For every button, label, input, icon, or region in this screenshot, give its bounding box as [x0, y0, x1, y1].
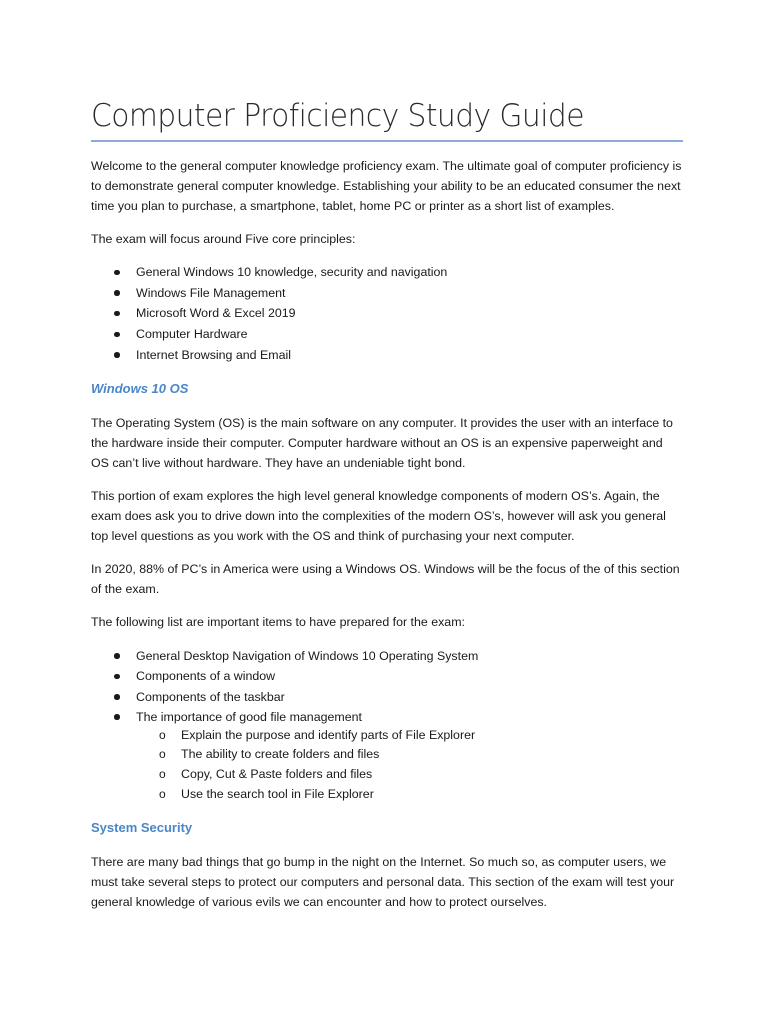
windows-paragraph-3: In 2020, 88% of PC’s in America were using a Windows OS. Windows will be the focus of the of this section of the exam. [91, 561, 680, 596]
list-item: Components of a window [91, 666, 683, 687]
section-heading-windows: Windows 10 OS [91, 380, 189, 396]
sub-list-item: o The ability to create folders and files [91, 745, 683, 765]
principles-list [91, 262, 683, 366]
principles-lead: The exam will focus around Five core principles: [91, 232, 356, 246]
bullet-icon [114, 714, 120, 720]
intro-paragraph: Welcome to the general computer knowledge proficiency exam. The ultimate goal of computer proficiency is to demonstrate general computer knowledge. Establishing your ability to be an educated consumer the next time you plan to purchase, a smartphone, tablet, home PC or printer as a short list of examples. [91, 159, 682, 213]
document-title: Computer Proficiency Study Guide [91, 98, 584, 134]
windows-items-list [91, 646, 683, 726]
bullet-icon [114, 332, 120, 338]
list-item: General Desktop Navigation of Windows 10 Operating System [91, 646, 683, 667]
windows-paragraph-1: The Operating System (OS) is the main software on any computer. It provides the user with an interface to the hardware inside their computer. Computer hardware without an OS is an expensive paperweight and OS can’t live without hardware. They have an undeniable tight bond. [91, 415, 673, 470]
circle-bullet-icon: o [159, 767, 166, 782]
bullet-icon [114, 674, 120, 680]
sub-list-item: o Copy, Cut & Paste folders and files [91, 765, 683, 785]
bullet-icon [114, 352, 120, 358]
document-body [91, 96, 683, 912]
list-item: The importance of good file management [91, 708, 683, 726]
bullet-icon [114, 311, 120, 317]
sub-list-item: o Explain the purpose and identify parts of File Explorer [91, 726, 683, 746]
bullet-icon [114, 694, 120, 700]
title-underline [91, 140, 683, 142]
windows-paragraph-2: This portion of exam explores the high level general knowledge components of modern OS’s. Again, the exam does ask you to drive down into the complexities of the modern OS’s, however will ask you general top level questions as you work with the OS and think of purchasing your next computer. [91, 488, 666, 543]
list-item: Windows File Management [91, 283, 683, 304]
list-item: Internet Browsing and Email [91, 345, 683, 366]
list-item: Computer Hardware [91, 324, 683, 345]
circle-bullet-icon: o [159, 747, 166, 762]
bullet-icon [114, 270, 120, 276]
section-heading-security: System Security [91, 820, 193, 836]
windows-list-lead: The following list are important items to have prepared for the exam: [91, 614, 465, 629]
sub-list-item: o Use the search tool in File Explorer [91, 785, 683, 805]
list-item: General Windows 10 knowledge, security and navigation [91, 262, 683, 283]
bullet-icon [114, 290, 120, 296]
file-management-sublist [91, 726, 683, 805]
circle-bullet-icon: o [159, 727, 166, 742]
security-paragraph-1: There are many bad things that go bump in the night on the Internet. So much so, as computer users, we must take several steps to protect our computers and personal data. This section of the exam will test your general knowledge of various evils we can encounter and how to protect ourselves. [91, 855, 675, 910]
circle-bullet-icon: o [159, 786, 166, 801]
bullet-icon [114, 653, 120, 659]
list-item: Microsoft Word & Excel 2019 [91, 303, 683, 324]
list-item: Components of the taskbar [91, 687, 683, 708]
